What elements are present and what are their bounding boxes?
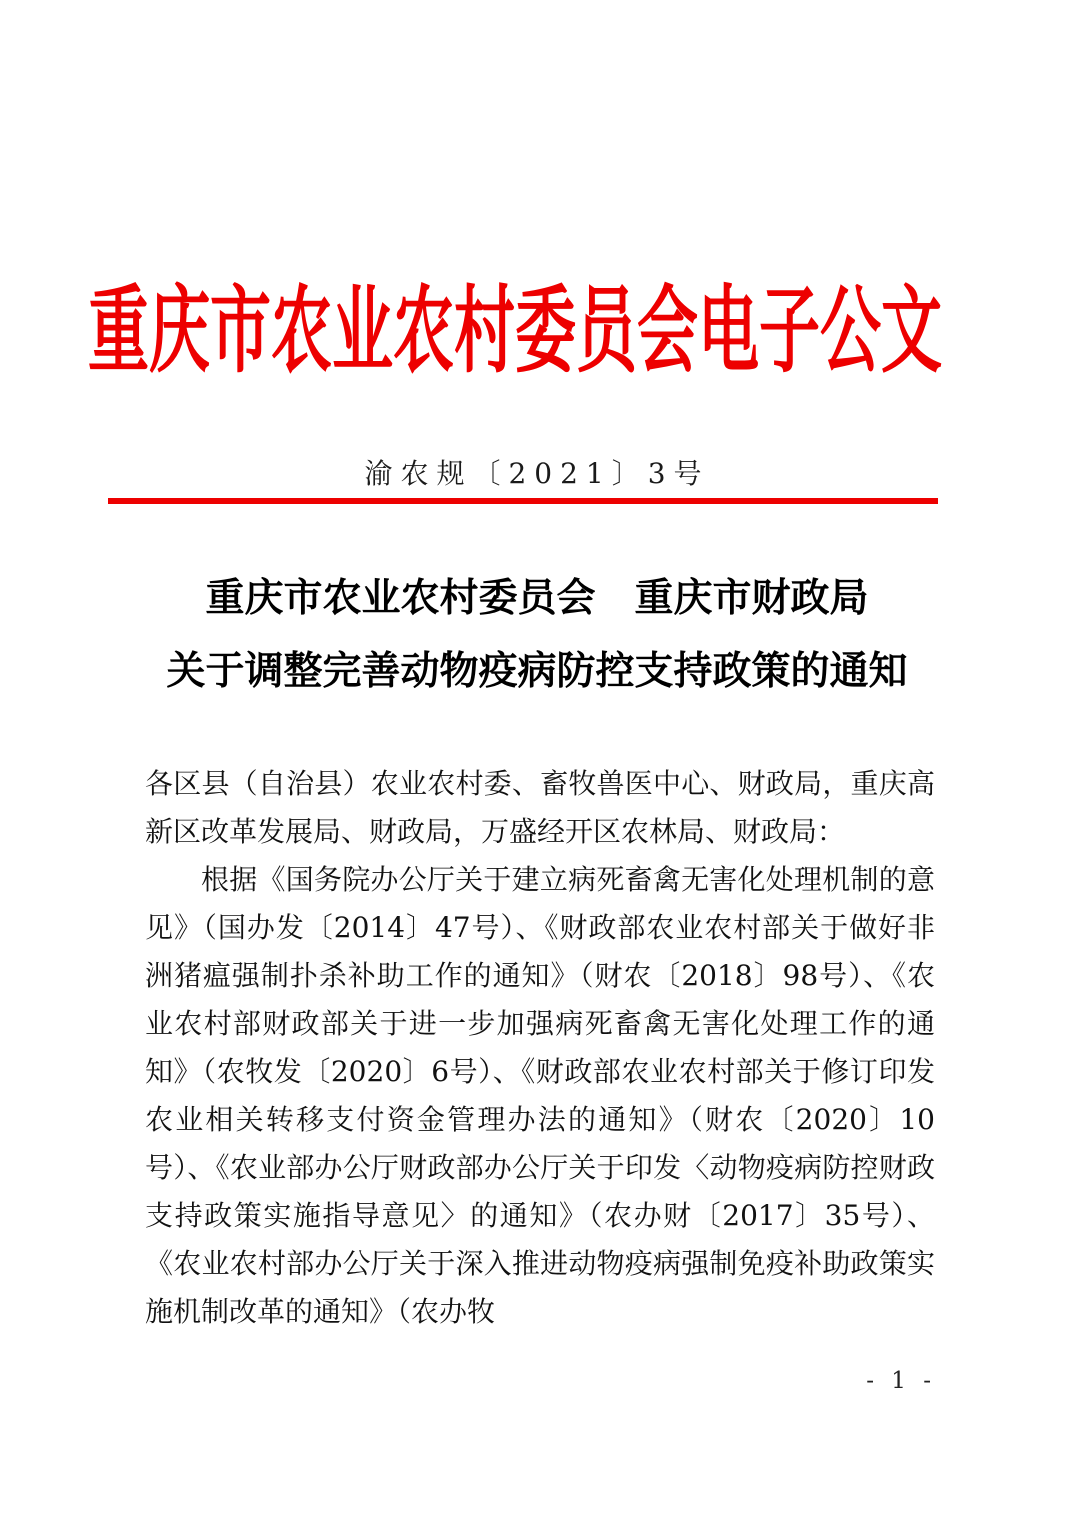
doc-title xyxy=(0,562,1074,708)
doc-number: 渝农规〔2021〕3号 xyxy=(364,457,710,490)
page-number: - 1 - xyxy=(866,1368,936,1394)
masthead-title: 重庆市农业农村委员会电子公文 xyxy=(87,276,942,387)
doc-title-line-2: 关于调整完善动物疫病防控支持政策的通知 xyxy=(166,648,908,694)
body-paragraph-addressees: 各区县（自治县）农业农村委、畜牧兽医中心、财政局，重庆高新区改革发展局、财政局，万盛经开区农林局、财政局： xyxy=(145,767,935,848)
red-rule-divider xyxy=(108,498,938,504)
document-body xyxy=(145,760,935,1336)
masthead xyxy=(0,256,1030,387)
body-paragraph-basis: 根据《国务院办公厅关于建立病死畜禽无害化处理机制的意见》（国办发〔2014〕47号）、《财政部农业农村部关于做好非洲猪瘟强制扑杀补助工作的通知》（财农〔2018〕98号）、《农业农村部财政部关于进一步加强病死畜禽无害化处理工作的通知》（农牧发〔2020〕6号）、《财政部农业农村部关于修订印发农业相关转移支付资金管理办法的通知》（财农〔2020〕10号）、《农业部办公厅财政部办公厅关于印发〈动物疫病防控财政支持政策实施指导意见〉的通知》（农办财〔2017〕35号）、《农业农村部办公厅关于深入推进动物疫病强制免疫补助政策实施机制改革的通知》（农办牧 xyxy=(145,863,935,1328)
doc-title-line-1: 重庆市农业农村委员会 重庆市财政局 xyxy=(205,575,869,621)
